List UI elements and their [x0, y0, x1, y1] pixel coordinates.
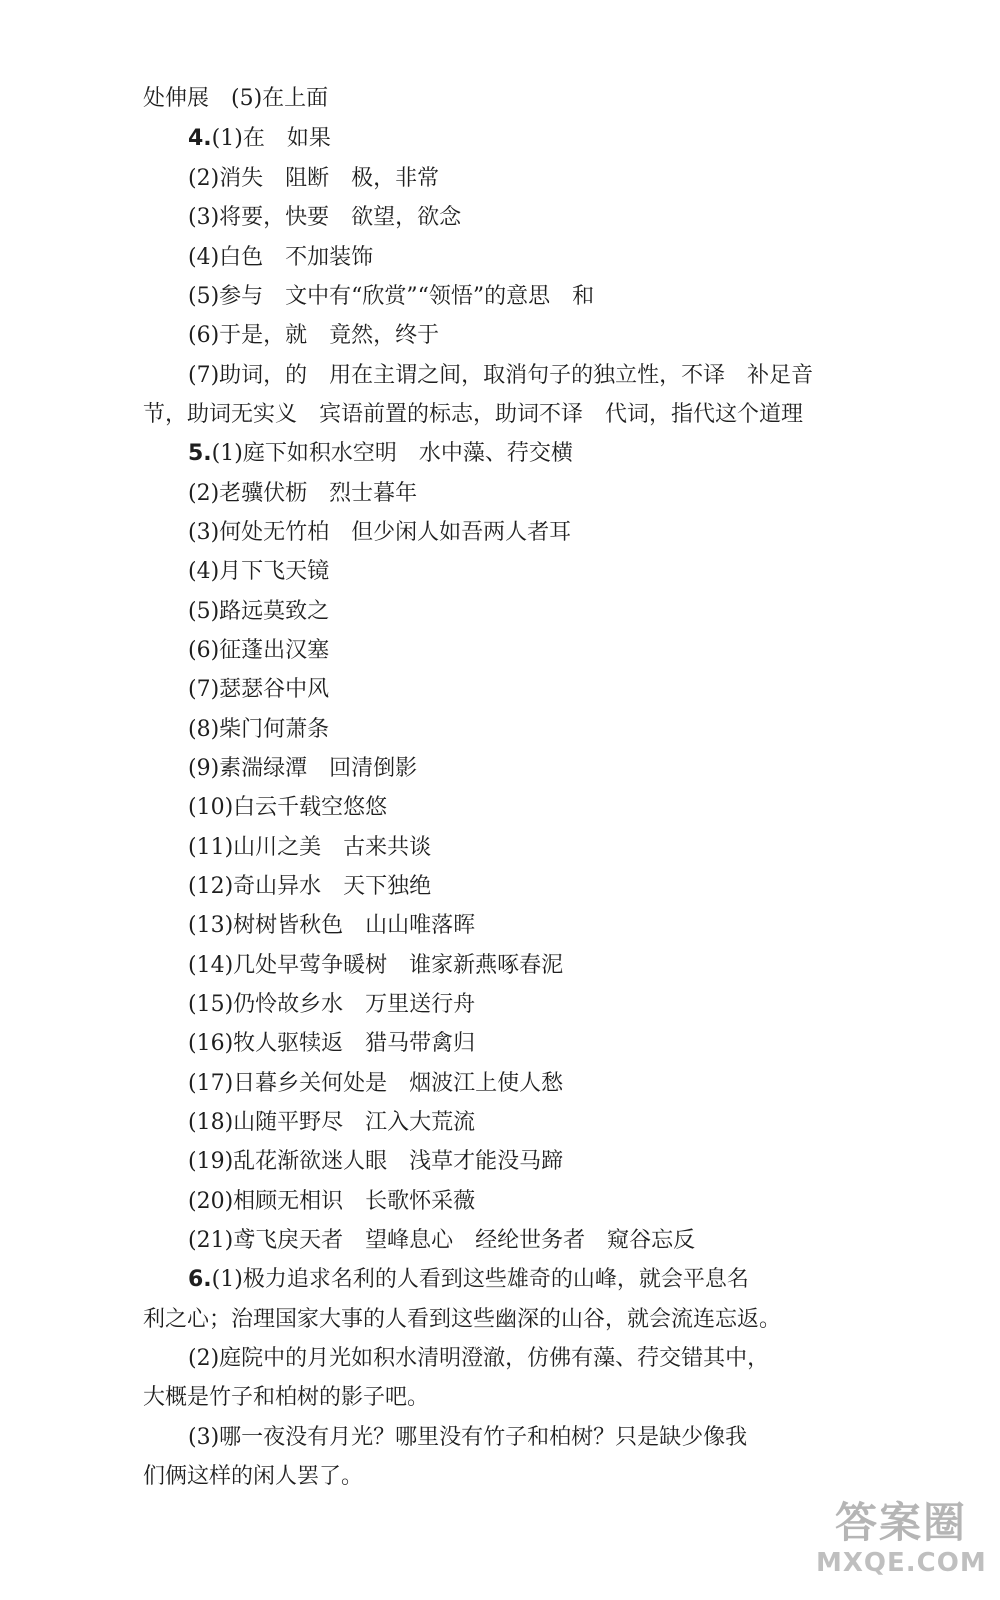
question-number: 4. — [188, 126, 212, 151]
text-line: (4)白色 不加装饰 — [188, 245, 374, 270]
text-line: (18)山随平野尽 江入大荒流 — [188, 1110, 476, 1135]
watermark-logo — [816, 1498, 986, 1584]
text-line: (2)消失 阻断 极，非常 — [188, 166, 440, 191]
text-line: (14)几处早莺争暖树 谁家新燕啄春泥 — [188, 953, 564, 978]
text-line: 处伸展 (5)在上面 — [143, 86, 329, 111]
question-6-line — [188, 1265, 749, 1295]
text-line: (9)素湍绿潭 回清倒影 — [188, 756, 418, 781]
text-line: (7)助词，的 用在主谓之间，取消句子的独立性，不译 补足音 — [188, 363, 814, 388]
text-line: (6)征蓬出汉塞 — [188, 638, 330, 663]
text-line: (11)山川之美 古来共谈 — [188, 835, 432, 860]
text-line: (6)于是，就 竟然，终于 — [188, 323, 440, 348]
text-line: (17)日暮乡关何处是 烟波江上使人愁 — [188, 1071, 564, 1096]
watermark-logo-text: 答案圈 — [834, 1498, 967, 1547]
text-line: (8)柴门何萧条 — [188, 717, 330, 742]
text-line: (16)牧人驱犊返 猎马带禽归 — [188, 1031, 476, 1056]
line-text: (1)在 如果 — [211, 126, 331, 151]
text-line: (3)哪一夜没有月光？哪里没有竹子和柏树？只是缺少像我 — [188, 1425, 748, 1450]
text-line: (10)白云千载空悠悠 — [188, 795, 388, 820]
text-line: (13)树树皆秋色 山山唯落晖 — [188, 913, 476, 938]
text-line: (15)仍怜故乡水 万里送行舟 — [188, 992, 476, 1017]
text-line: (5)路远莫致之 — [188, 599, 330, 624]
question-5-line — [188, 439, 573, 469]
text-line: (19)乱花渐欲迷人眼 浅草才能没马蹄 — [188, 1149, 564, 1174]
text-line: (4)月下飞天镜 — [188, 559, 330, 584]
question-number: 6. — [188, 1267, 212, 1292]
text-line: 节，助词无实义 宾语前置的标志，助词不译 代词，指代这个道理 — [143, 402, 804, 427]
text-line: (21)鸢飞戾天者 望峰息心 经纶世务者 窥谷忘反 — [188, 1228, 696, 1253]
text-line: (3)何处无竹柏 但少闲人如吾两人者耳 — [188, 520, 572, 545]
text-line: (2)庭院中的月光如积水清明澄澈，仿佛有藻、荇交错其中， — [188, 1346, 770, 1371]
text-line: (5)参与 文中有“欣赏”“领悟”的意思 和 — [188, 284, 595, 309]
line-text: (1)极力追求名利的人看到这些雄奇的山峰，就会平息名 — [211, 1267, 749, 1292]
text-line: (3)将要，快要 欲望，欲念 — [188, 205, 462, 230]
text-line: (20)相顾无相识 长歌怀采薇 — [188, 1189, 476, 1214]
line-text: (1)庭下如积水空明 水中藻、荇交横 — [211, 441, 573, 466]
question-4-line — [188, 124, 331, 154]
text-line: 们俩这样的闲人罢了。 — [143, 1464, 364, 1489]
text-line: (12)奇山异水 天下独绝 — [188, 874, 432, 899]
watermark-url: MXQE.COM — [816, 1548, 987, 1578]
text-line: (7)瑟瑟谷中风 — [188, 677, 330, 702]
question-number: 5. — [188, 441, 212, 466]
text-line: 大概是竹子和柏树的影子吧。 — [143, 1385, 430, 1410]
text-line: (2)老骥伏枥 烈士暮年 — [188, 481, 418, 506]
text-line: 利之心；治理国家大事的人看到这些幽深的山谷，就会流连忘返。 — [143, 1307, 782, 1332]
